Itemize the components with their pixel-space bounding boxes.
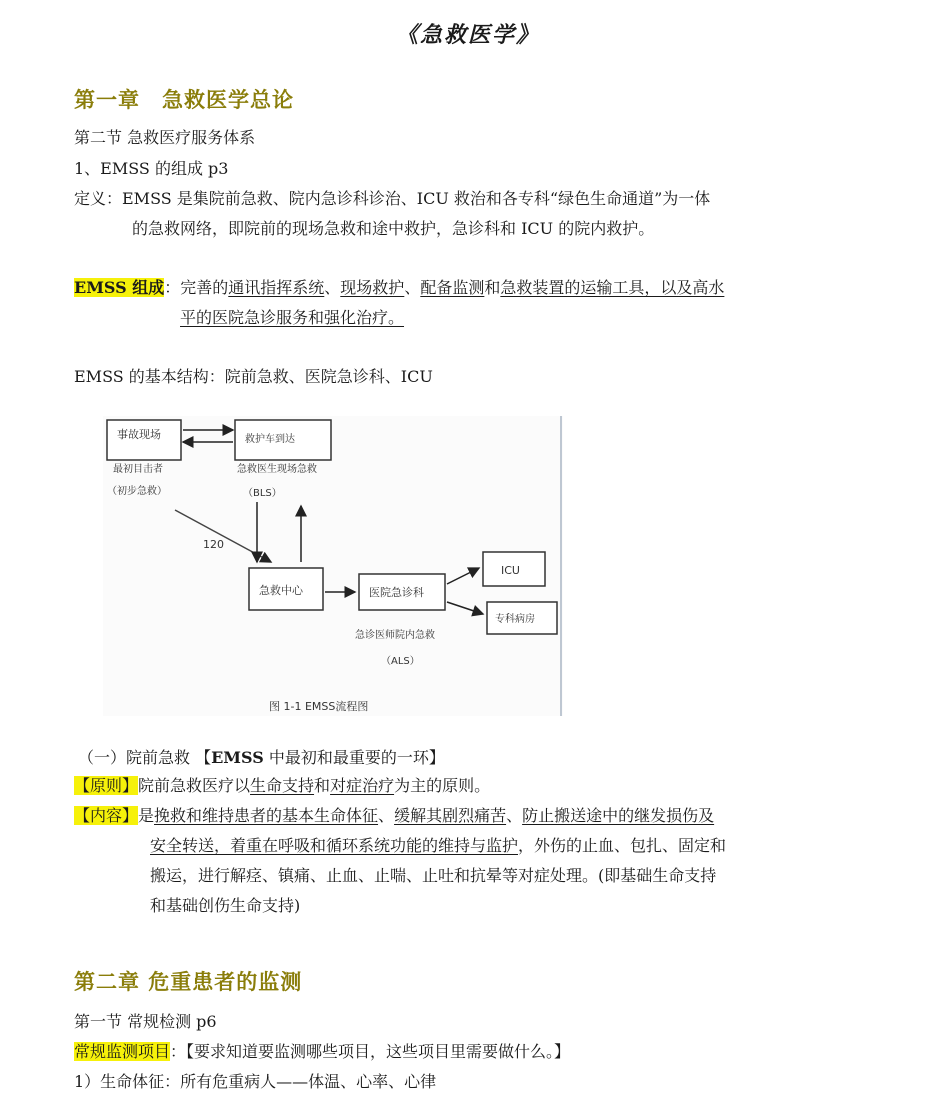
emss-composition-line-2: [180, 308, 404, 328]
text: 、: [404, 278, 421, 297]
content-line-1: [74, 806, 714, 826]
box-specialty-ward-label: 专科病房: [495, 614, 535, 625]
underlined-term: 配备监测: [420, 278, 485, 297]
scene-sub-1: 最初目击者: [113, 464, 163, 475]
box-icu-label: ICU: [501, 564, 520, 577]
routine-monitoring-label: 常规监测项目: [74, 1042, 171, 1061]
text: ：【要求知道要监测哪些项目，这些项目里需要做什么。】: [170, 1042, 571, 1061]
principle-line: [74, 776, 490, 796]
chapter-2-title: 第二章 危重患者的监测: [74, 970, 303, 994]
definition-line-2: 的急救网络，即院前的现场急救和途中救护，急诊科和 ICU 的院内救护。: [132, 219, 655, 238]
principle-tag: 【原则】: [74, 776, 139, 795]
underlined-term: 安全转送，着重在呼吸和循环系统功能的维持与监护: [150, 836, 519, 855]
text: 是: [138, 806, 155, 825]
chapter-1-title: 第一章 急救医学总论: [74, 88, 294, 112]
label-120: 120: [203, 538, 224, 551]
underlined-term: 挽救和维持患者的基本生命体征: [154, 806, 379, 825]
text: （一）院前急救 【: [78, 748, 212, 767]
content-line-4: 和基础创伤生命支持): [150, 896, 301, 915]
box-accident-scene-label: 事故现场: [117, 428, 161, 441]
ambulance-sub-2: （BLS）: [243, 488, 282, 499]
emss-flow-diagram: [103, 416, 563, 716]
text: 、: [378, 806, 395, 825]
chapter-2-section: 第一节 常规检测 p6: [74, 1012, 217, 1031]
prehospital-heading: [78, 748, 445, 768]
box-hospital-er-label: 医院急诊科: [369, 586, 424, 599]
text: 为主的原则。: [394, 776, 491, 795]
content-line-3: 搬运，进行解痉、镇痛、止血、止喘、止吐和抗晕等对症处理。(即基础生命支持: [150, 866, 717, 885]
ambulance-sub-1: 急救医生现场急救: [237, 464, 317, 475]
er-sub-2: （ALS）: [381, 656, 420, 667]
underlined-term: 现场救护: [340, 278, 405, 297]
er-sub-1: 急诊医师院内急救: [355, 630, 435, 641]
text: 院前急救医疗以: [138, 776, 251, 795]
routine-monitoring-line: [74, 1042, 570, 1062]
text: 和: [314, 776, 331, 795]
emss-composition-line-1: [74, 278, 724, 298]
emss-composition-label: EMSS 组成: [74, 278, 165, 297]
text: 中最初和最重要的一环】: [263, 748, 445, 767]
document-title: 《急救医学》: [395, 22, 540, 48]
text-bold: EMSS: [211, 748, 264, 767]
item-heading: 1、EMSS 的组成 p3: [74, 159, 229, 178]
underlined-term: 平的医院急诊服务和强化治疗。: [180, 308, 405, 327]
box-ambulance-label: 救护车到达: [245, 434, 295, 445]
definition-line-1: 定义：EMSS 是集院前急救、院内急诊科诊治、ICU 救治和各专科“绿色生命通道”为一体: [74, 189, 711, 208]
box-emergency-center-label: 急救中心: [259, 584, 303, 597]
text: ：完善的: [164, 278, 229, 297]
underlined-term: 对症治疗: [330, 776, 395, 795]
underlined-term: 生命支持: [250, 776, 315, 795]
text: 、: [506, 806, 523, 825]
content-tag: 【内容】: [74, 806, 139, 825]
underlined-term: 缓解其剧烈痛苦: [394, 806, 507, 825]
scene-sub-2: （初步急救）: [107, 486, 167, 497]
underlined-term: 防止搬送途中的继发损伤及: [522, 806, 715, 825]
figure-caption: 图 1-1 EMSS流程图: [269, 700, 369, 713]
underlined-term: 急救装置的运输工具，以及高水: [500, 278, 725, 297]
text: ，外伤的止血、包扎、固定和: [518, 836, 727, 855]
text: 和: [484, 278, 501, 297]
underlined-term: 通讯指挥系统: [228, 278, 325, 297]
text: 、: [324, 278, 341, 297]
vital-signs-line: 1）生命体征：所有危重病人——体温、心率、心律: [74, 1072, 437, 1091]
content-line-2: [150, 836, 726, 856]
section-heading: 第二节 急救医疗服务体系: [74, 128, 256, 147]
basic-structure: EMSS 的基本结构：院前急救、医院急诊科、ICU: [74, 367, 433, 386]
